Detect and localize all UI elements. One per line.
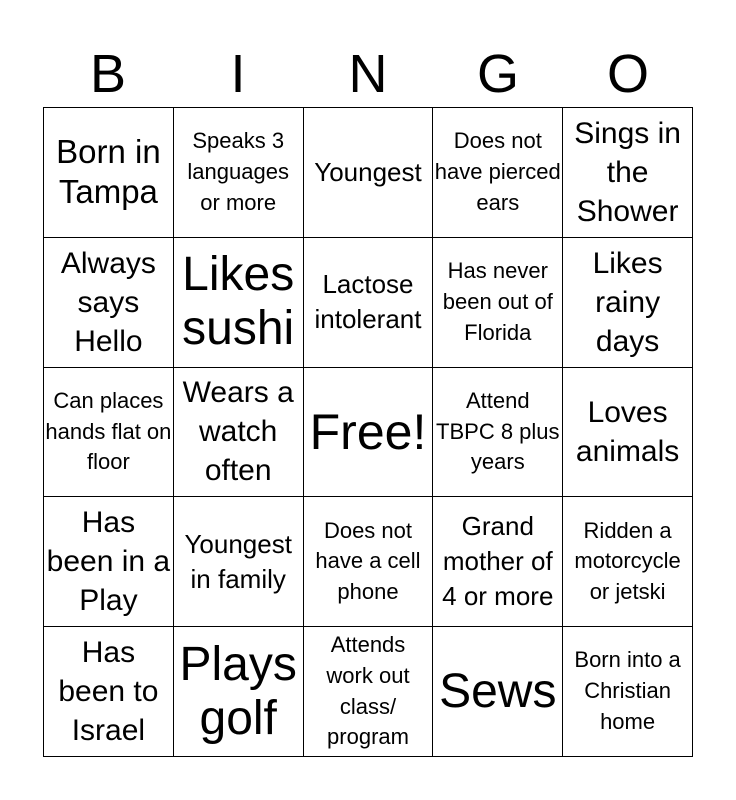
bingo-cell[interactable] [563,627,693,757]
bingo-cell[interactable] [563,367,693,497]
free-space-cell[interactable] [303,367,433,497]
bingo-cell[interactable] [173,497,303,627]
bingo-cell-text: Youngest in family [184,528,292,594]
bingo-cell[interactable] [44,367,174,497]
bingo-cell[interactable] [173,627,303,757]
bingo-cell-text: Has been to Israel [58,636,159,748]
bingo-row [44,497,693,627]
bingo-cell-text: Attend TBPC 8 plus years [436,387,560,475]
bingo-cell[interactable] [563,108,693,238]
bingo-cell-text: Has been in a Play [46,506,171,618]
bingo-cell-text: Does not have a cell phone [315,517,421,605]
bingo-cell[interactable] [173,108,303,238]
bingo-cell[interactable] [303,497,433,627]
bingo-cell[interactable] [303,627,433,757]
bingo-cell-text: Can places hands flat on floor [45,387,172,475]
bingo-row [44,108,693,238]
bingo-cell[interactable] [173,237,303,367]
header-letter-i: I [230,44,246,104]
bingo-cell-text: Speaks 3 languages or more [187,128,289,215]
bingo-header [43,40,693,108]
bingo-cell-text: Sings in the Shower [574,116,681,228]
bingo-cell[interactable] [44,627,174,757]
bingo-cell-text: Born in Tampa [56,133,161,211]
bingo-cell-text: Ridden a motorcycle or jetski [574,517,681,605]
bingo-cell-text: Always says Hello [60,246,156,358]
bingo-cell-text: Loves animals [575,395,680,468]
header-letter-g: G [476,44,519,104]
bingo-cell-text: Plays golf [179,637,297,745]
bingo-row [44,627,693,757]
bingo-cell-text: Lactose intolerant [314,269,422,335]
bingo-cell[interactable] [433,237,563,367]
bingo-cell[interactable] [173,367,303,497]
bingo-cell-text: Born into a Christian home [574,647,681,734]
bingo-cell-text: Has never been out of Florida [442,258,553,345]
header-letter-o: O [606,44,649,104]
bingo-cell-text: Attends work out class/ program [326,632,410,750]
bingo-card-grid [43,107,693,757]
bingo-cell-text: Does not have pierced ears [434,128,561,215]
bingo-cell-text: Free! [309,403,427,460]
bingo-cell[interactable] [303,108,433,238]
bingo-cell-text: Likes rainy days [592,246,663,358]
bingo-row [44,367,693,497]
bingo-cell-text: Sews [439,664,557,718]
bingo-cell[interactable] [44,108,174,238]
header-letter-n: N [348,44,388,104]
bingo-cell[interactable] [44,497,174,627]
header-letter-b: B [89,44,127,104]
bingo-cell[interactable] [44,237,174,367]
bingo-cell[interactable] [563,497,693,627]
bingo-cell[interactable] [433,497,563,627]
bingo-cell[interactable] [433,367,563,497]
bingo-cell-text: Grand mother of 4 or more [442,511,554,612]
bingo-cell[interactable] [303,237,433,367]
bingo-cell[interactable] [563,237,693,367]
bingo-cell[interactable] [433,108,563,238]
bingo-cell-text: Likes sushi [182,248,295,356]
bingo-cell[interactable] [433,627,563,757]
bingo-row [44,237,693,367]
bingo-cell-text: Wears a watch often [182,376,294,488]
bingo-cell-text: Youngest [314,156,422,187]
